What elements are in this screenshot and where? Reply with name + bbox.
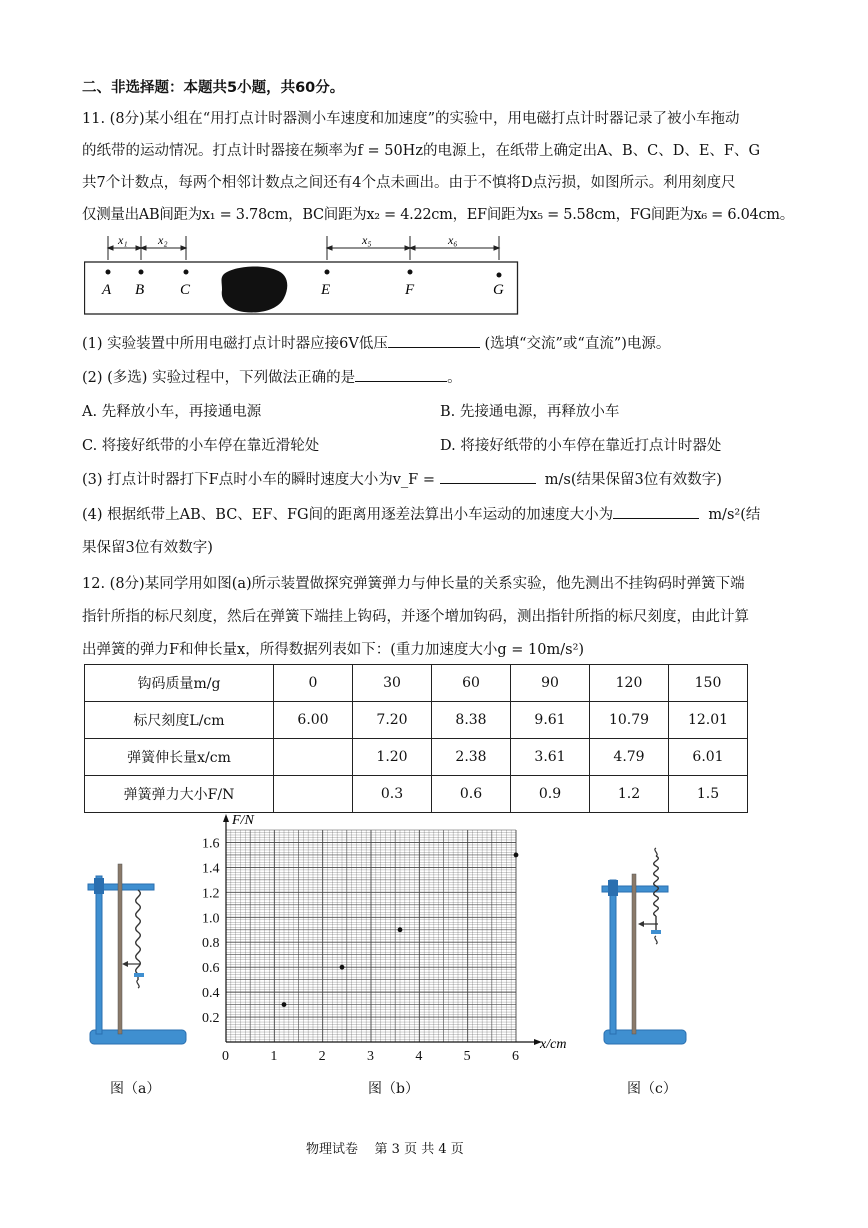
x-tick-label: 1 (270, 1049, 278, 1064)
point-label-f: F (405, 282, 415, 298)
table-cell: 3.61 (511, 739, 590, 776)
x-tick-label: 5 (463, 1049, 471, 1064)
table-cell: 6.01 (669, 739, 748, 776)
q11-part1-end: (选填“交流”或“直流”)电源。 (484, 336, 671, 352)
stand-rod (96, 876, 102, 1034)
y-tick-label: 1.0 (202, 911, 220, 927)
dim-x2-label: x₂ (158, 233, 168, 247)
q11-line-3: 共7个计数点，每两个相邻计数点之间还有4个点未画出。由于不慎将D点污损，如图所示。利用刻度尺 (82, 175, 736, 191)
x-tick-label: 4 (415, 1049, 423, 1064)
option-c: C. 将接好纸带的小车停在靠近滑轮处 (82, 438, 320, 454)
tape-outline (85, 262, 518, 314)
x-tick-label: 6 (512, 1049, 519, 1064)
q11-part3-end: m/s(结果保留3位有效数字) (544, 472, 722, 488)
table-cell (274, 739, 353, 776)
q11-line-4: 仅测量出AB间距为x₁ = 3.78cm，BC间距为x₂ = 4.22cm，EF间距为x₅ = 5.58cm，FG间距为x₆ = 6.04cm。 (82, 207, 794, 223)
caption-c: 图（c） (627, 1081, 677, 1097)
chart-grid (226, 830, 516, 1042)
section-header: 二、非选择题：本题共5小题，共60分。 (82, 80, 345, 96)
answer-blank-3[interactable] (440, 469, 536, 484)
data-point (282, 1002, 287, 1007)
table-cell: 4.79 (590, 739, 669, 776)
q11-part4-text: (4) 根据纸带上AB、BC、EF、FG间的距离用逐差法算出小车运动的加速度大小为 (82, 507, 614, 523)
x-axis-label: x/cm (540, 1037, 567, 1052)
answer-blank-2[interactable] (355, 367, 447, 382)
pointer-tab (134, 973, 144, 977)
table-row (85, 702, 748, 739)
point-label-a: A (102, 282, 112, 298)
y-tick-label: 0.2 (202, 1011, 220, 1027)
page-footer: 物理试卷 第 3 页 共 4 页 (306, 1142, 464, 1157)
dot-g (497, 273, 502, 278)
answer-blank-4[interactable] (613, 504, 699, 519)
dot-f (408, 270, 413, 275)
table-cell (274, 776, 353, 813)
table-cell: 弹簧弹力大小F/N (85, 776, 274, 813)
table-cell: 弹簧伸长量x/cm (85, 739, 274, 776)
ruler-scale (632, 874, 636, 1034)
dot-c (184, 270, 189, 275)
q12-line-3: 出弹簧的弹力F和伸长量x，所得数据列表如下：(重力加速度大小g = 10m/s²) (82, 642, 585, 658)
table-cell: 9.61 (511, 702, 590, 739)
q11-part2-text: (2) (多选) 实验过程中，下列做法正确的是 (82, 370, 356, 386)
y-tick-label: 0.6 (202, 961, 220, 977)
table-cell: 1.5 (669, 776, 748, 813)
y-tick-label: 1.4 (202, 861, 220, 877)
x-tick-label: 2 (318, 1049, 326, 1064)
table-cell: 0.3 (353, 776, 432, 813)
q11-part3-text: (3) 打点计时器打下F点时小车的瞬时速度大小为v_F = (82, 472, 435, 488)
table-cell: 钩码质量m/g (85, 665, 274, 702)
table-cell: 0.6 (432, 776, 511, 813)
caption-b: 图（b） (368, 1081, 419, 1097)
table-cell: 6.00 (274, 702, 353, 739)
data-point (514, 853, 519, 858)
table-cell: 1.20 (353, 739, 432, 776)
paper-tape-figure (84, 230, 524, 320)
y-tick-label: 1.6 (202, 836, 220, 852)
option-b: B. 先接通电源，再释放小车 (440, 404, 620, 420)
f-x-chart (196, 812, 586, 1064)
table-cell: 90 (511, 665, 590, 702)
table-cell: 30 (353, 665, 432, 702)
answer-blank-1[interactable] (388, 333, 480, 348)
dim-x6-label: x₆ (448, 233, 458, 247)
table-cell: 2.38 (432, 739, 511, 776)
table-row (85, 776, 748, 813)
point-label-c: C (180, 282, 191, 298)
table-cell: 标尺刻度L/cm (85, 702, 274, 739)
dot-a (106, 270, 111, 275)
table-cell: 1.2 (590, 776, 669, 813)
stand-clamp (608, 880, 618, 896)
point-label-g: G (493, 282, 504, 298)
y-tick-label: 0.8 (202, 936, 220, 952)
table-cell: 150 (669, 665, 748, 702)
q11-line-1: 11. (8分)某小组在“用打点计时器测小车速度和加速度”的实验中，用电磁打点计时器记录了被小车拖动 (82, 111, 740, 127)
y-axis-arrow (223, 814, 229, 822)
q11-part4-cont: 果保留3位有效数字) (82, 540, 213, 556)
table-cell: 7.20 (353, 702, 432, 739)
option-a: A. 先释放小车，再接通电源 (82, 404, 262, 420)
figure-c-stand (600, 844, 690, 1058)
dim-x1-label: x₁ (118, 233, 128, 247)
dot-e (325, 270, 330, 275)
spring (136, 890, 141, 974)
data-table (84, 664, 748, 813)
pointer-tab (651, 930, 661, 934)
ink-smudge (222, 267, 288, 313)
caption-a: 图（a） (110, 1081, 161, 1097)
point-label-b: B (135, 282, 145, 298)
q11-part4-unit: m/s²(结 (708, 507, 761, 523)
table-cell: 8.38 (432, 702, 511, 739)
q12-line-1: 12. (8分)某同学用如图(a)所示装置做探究弹簧弹力与伸长量的关系实验，他先测出不挂钩码时弹簧下端 (82, 576, 745, 592)
hook (655, 848, 657, 856)
q11-part2 (82, 366, 462, 387)
table-row (85, 665, 748, 702)
q11-part1-text: (1) 实验装置中所用电磁打点计时器应接6V低压 (82, 336, 388, 352)
table-cell: 0.9 (511, 776, 590, 813)
table-cell: 12.01 (669, 702, 748, 739)
q11-part2-end: 。 (447, 370, 462, 386)
q11-part3 (82, 468, 722, 489)
dot-b (139, 270, 144, 275)
y-tick-label: 0.4 (202, 986, 220, 1002)
q11-part4 (82, 503, 760, 524)
y-tick-label: 1.2 (202, 886, 220, 902)
stand-rod (610, 880, 616, 1034)
x-tick-label: 0 (222, 1049, 229, 1064)
chart-ticks (202, 836, 519, 1064)
q11-part1 (82, 332, 670, 353)
option-d: D. 将接好纸带的小车停在靠近打点计时器处 (440, 438, 722, 454)
y-axis-label: F/N (232, 813, 254, 828)
q11-line-2: 的纸带的运动情况。打点计时器接在频率为f = 50Hz的电源上，在纸带上确定出A、B、C、D、E、F、G (82, 143, 761, 159)
table-row (85, 739, 748, 776)
data-point (340, 965, 345, 970)
figure-a-stand (84, 840, 194, 1060)
stand-base (90, 1030, 186, 1044)
stand-clamp (94, 878, 104, 894)
table-cell: 60 (432, 665, 511, 702)
dim-x5-label: x₅ (362, 233, 372, 247)
table-cell: 120 (590, 665, 669, 702)
data-point (398, 927, 403, 932)
table-cell: 0 (274, 665, 353, 702)
x-tick-label: 3 (367, 1049, 374, 1064)
ruler-scale (118, 864, 122, 1034)
point-label-e: E (321, 282, 331, 298)
q12-line-2: 指针所指的标尺刻度，然后在弹簧下端挂上钩码，并逐个增加钩码，测出指针所指的标尺刻度，由此计算 (82, 609, 749, 625)
table-cell: 10.79 (590, 702, 669, 739)
hook (137, 980, 139, 988)
